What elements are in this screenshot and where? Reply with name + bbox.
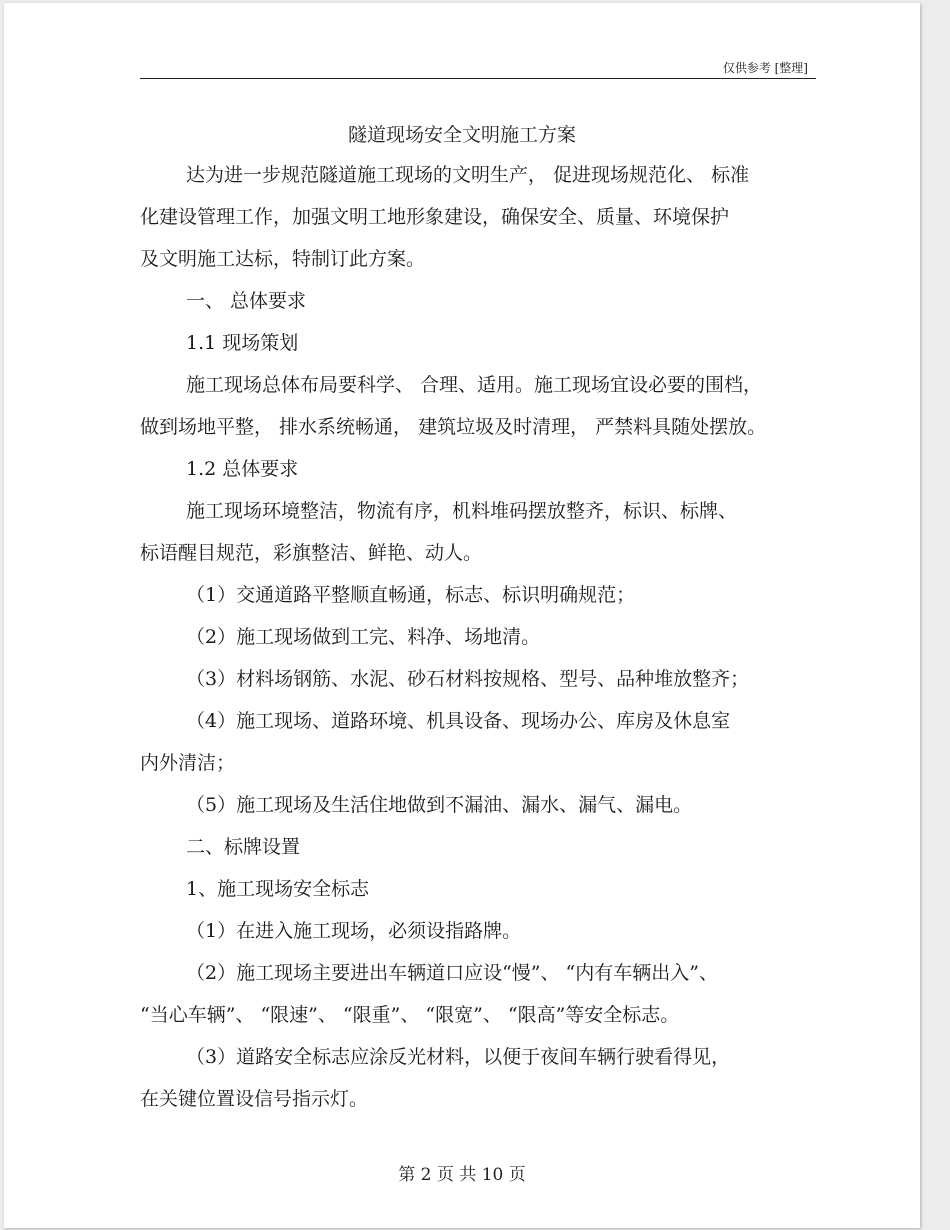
subsection-heading: 1、施工现场安全标志 [186,878,370,900]
list-item: （1）交通道路平整顺直畅通，标志、标识明确规范； [186,584,636,606]
document-page [4,3,920,1228]
list-item: （3）材料场钢筋、水泥、砂石材料按规格、型号、品种堆放整齐； [186,668,750,690]
section-heading: 二、标牌设置 [186,836,301,858]
paragraph-line: 标语醒目规范，彩旗整洁、鲜艳、动人。 [140,542,483,564]
subsection-heading: 1.2 总体要求 [186,458,299,480]
paragraph-line: 化建设管理工作，加强文明工地形象建设，确保安全、质量、环境保护 [140,206,730,228]
list-item: （2）施工现场主要进出车辆道口应设“慢”、 “内有车辆出入”、 [186,962,718,984]
list-item: （5）施工现场及生活住地做到不漏油、漏水、漏气、漏电。 [186,794,693,816]
list-item: （3）道路安全标志应涂反光材料，以便于夜间车辆行驶看得见， [186,1046,731,1068]
list-item: （1）在进入施工现场，必须设指路牌。 [186,920,522,942]
subsection-heading: 1.1 现场策划 [186,332,299,354]
paragraph-line: 做到场地平整， 排水系统畅通， 建筑垃圾及时清理， 严禁料具随处摆放。 [140,416,767,438]
header-rule [140,78,816,79]
page-footer: 第 2 页 共 10 页 [398,1165,526,1185]
list-item: （4）施工现场、道路环境、机具设备、现场办公、库房及休息室 [186,710,731,732]
list-item-continuation: “当心车辆”、 “限速”、 “限重”、 “限宽”、 “限高”等安全标志。 [140,1004,680,1026]
paragraph-line: 施工现场环境整洁，物流有序，机料堆码摆放整齐，标识、标牌、 [186,500,738,522]
list-item: （2）施工现场做到工完、料净、场地清。 [186,626,541,648]
list-item-continuation: 内外清洁； [140,752,236,774]
document-title: 隧道现场安全文明施工方案 [347,124,576,146]
section-heading: 一、 总体要求 [186,290,307,312]
paragraph-line: 及文明施工达标，特制订此方案。 [140,248,426,270]
list-item-continuation: 在关键位置设信号指示灯。 [140,1088,369,1110]
paragraph-line: 施工现场总体布局要科学、 合理、适用。施工现场宜设必要的围档， [186,374,763,396]
paragraph-line: 达为进一步规范隧道施工现场的文明生产， 促进现场规范化、 标准 [186,164,750,186]
page-header: 仅供参考 [整理] [722,61,808,75]
